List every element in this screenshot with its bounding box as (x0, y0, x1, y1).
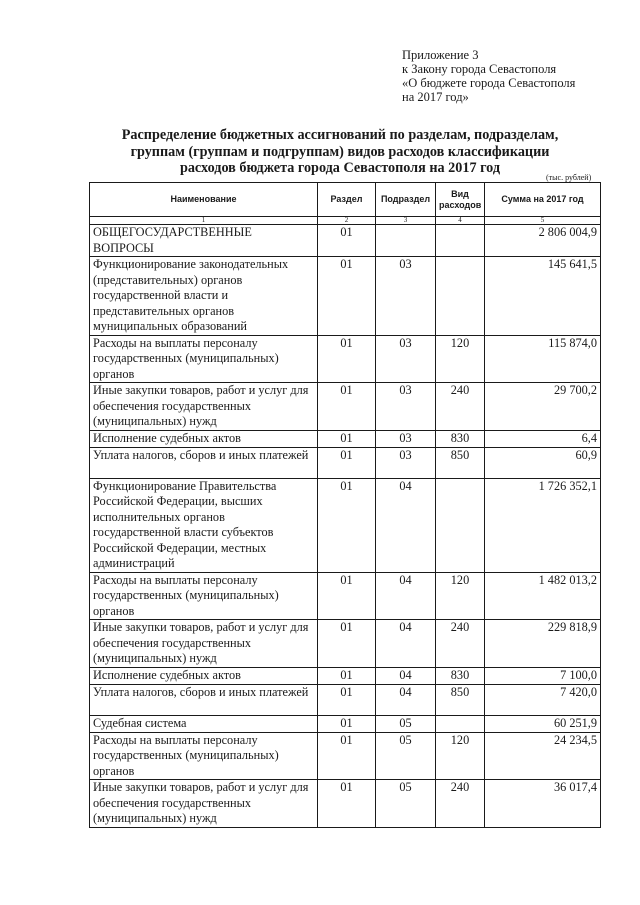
appendix-line-3: «О бюджете города Севастополя (402, 76, 576, 90)
row-amount: 229 818,9 (485, 620, 601, 668)
appendix-line-4: на 2017 год» (402, 90, 469, 104)
row-amount: 60,9 (485, 447, 601, 478)
row-subsection: 05 (376, 780, 436, 828)
table-row (90, 715, 601, 732)
title-line-3: расходов бюджета города Севастополя на 2017 год (179, 160, 501, 176)
table-row (90, 478, 601, 572)
row-section: 01 (318, 732, 376, 780)
row-subsection: 03 (376, 430, 436, 447)
row-section: 01 (318, 715, 376, 732)
row-name: ОБЩЕГОСУДАРСТВЕННЫЕ ВОПРОСЫ (90, 225, 318, 257)
row-name: Расходы на выплаты персоналу государственных (муниципальных) органов (90, 732, 318, 780)
row-kind: 240 (436, 780, 485, 828)
table-row (90, 620, 601, 668)
row-subsection: 04 (376, 667, 436, 684)
row-amount: 24 234,5 (485, 732, 601, 780)
row-kind: 240 (436, 620, 485, 668)
row-section: 01 (318, 225, 376, 257)
row-section: 01 (318, 383, 376, 431)
title-line-1: Распределение бюджетных ассигнований по разделам, подразделам, (121, 127, 559, 143)
row-amount: 36 017,4 (485, 780, 601, 828)
table-row (90, 335, 601, 383)
table-row (90, 430, 601, 447)
title-line-2: группам (группам и подгруппам) видов расходов классификации (130, 143, 550, 160)
row-kind (436, 715, 485, 732)
budget-table (89, 182, 601, 828)
table-row (90, 572, 601, 620)
row-name: Исполнение судебных актов (90, 667, 318, 684)
row-kind: 830 (436, 430, 485, 447)
row-section: 01 (318, 478, 376, 572)
row-subsection: 03 (376, 335, 436, 383)
row-subsection: 04 (376, 684, 436, 715)
row-amount: 29 700,2 (485, 383, 601, 431)
row-subsection: 04 (376, 572, 436, 620)
row-name: Иные закупки товаров, работ и услуг для обеспечения государственных (муниципальных) нужд (90, 780, 318, 828)
col-number: 5 (485, 217, 601, 225)
col-number: 3 (376, 217, 436, 225)
column-number-row (90, 217, 601, 225)
row-amount: 7 420,0 (485, 684, 601, 715)
row-kind (436, 478, 485, 572)
row-section: 01 (318, 257, 376, 336)
row-name: Функционирование законодательных (представительных) органов государственной власти и представительных органов муниципальных образований (90, 257, 318, 336)
row-name: Судебная система (90, 715, 318, 732)
row-kind: 120 (436, 335, 485, 383)
row-amount: 1 482 013,2 (485, 572, 601, 620)
row-kind (436, 225, 485, 257)
appendix-block (402, 48, 575, 104)
col-number: 4 (436, 217, 485, 225)
row-section: 01 (318, 667, 376, 684)
row-subsection (376, 225, 436, 257)
row-amount: 115 874,0 (485, 335, 601, 383)
row-section: 01 (318, 572, 376, 620)
row-amount: 1 726 352,1 (485, 478, 601, 572)
appendix-line-2: к Закону города Севастополя (402, 62, 557, 76)
row-subsection: 04 (376, 478, 436, 572)
row-name: Расходы на выплаты персоналу государственных (муниципальных) органов (90, 335, 318, 383)
row-subsection: 04 (376, 620, 436, 668)
table-row (90, 383, 601, 431)
row-kind: 120 (436, 732, 485, 780)
row-subsection: 03 (376, 447, 436, 478)
col-number: 1 (90, 217, 318, 225)
header-amount: Сумма на 2017 год (485, 183, 601, 217)
row-name: Функционирование Правительства Российской Федерации, высших исполнительных органов государственной власти субъектов Российской Федерации, местных администраций (90, 478, 318, 572)
row-kind: 240 (436, 383, 485, 431)
row-amount: 60 251,9 (485, 715, 601, 732)
row-amount: 6,4 (485, 430, 601, 447)
row-name: Иные закупки товаров, работ и услуг для обеспечения государственных (муниципальных) нужд (90, 620, 318, 668)
header-kind: Вид расходов (436, 183, 485, 217)
row-name: Иные закупки товаров, работ и услуг для обеспечения государственных (муниципальных) нужд (90, 383, 318, 431)
row-name: Уплата налогов, сборов и иных платежей (90, 684, 318, 715)
row-kind: 120 (436, 572, 485, 620)
header-name: Наименование (90, 183, 318, 217)
document-title (80, 127, 600, 177)
row-name: Уплата налогов, сборов и иных платежей (90, 447, 318, 478)
appendix-line-1: Приложение 3 (402, 48, 479, 62)
row-name: Исполнение судебных актов (90, 430, 318, 447)
row-amount: 7 100,0 (485, 667, 601, 684)
row-name: Расходы на выплаты персоналу государственных (муниципальных) органов (90, 572, 318, 620)
table-row (90, 257, 601, 336)
table-row (90, 225, 601, 257)
table-row (90, 780, 601, 828)
row-section: 01 (318, 780, 376, 828)
row-subsection: 05 (376, 715, 436, 732)
table-row (90, 447, 601, 478)
header-section: Раздел (318, 183, 376, 217)
row-kind (436, 257, 485, 336)
row-section: 01 (318, 447, 376, 478)
row-subsection: 03 (376, 257, 436, 336)
table-row (90, 684, 601, 715)
table-row (90, 732, 601, 780)
row-section: 01 (318, 335, 376, 383)
col-number: 2 (318, 217, 376, 225)
row-section: 01 (318, 684, 376, 715)
row-kind: 850 (436, 447, 485, 478)
row-section: 01 (318, 620, 376, 668)
row-kind: 850 (436, 684, 485, 715)
table-header-row (90, 183, 601, 217)
row-kind: 830 (436, 667, 485, 684)
row-amount: 2 806 004,9 (485, 225, 601, 257)
units-label: (тыс. рублей) (546, 173, 592, 182)
row-subsection: 03 (376, 383, 436, 431)
row-subsection: 05 (376, 732, 436, 780)
row-section: 01 (318, 430, 376, 447)
row-amount: 145 641,5 (485, 257, 601, 336)
table-row (90, 667, 601, 684)
header-subsection: Подраздел (376, 183, 436, 217)
